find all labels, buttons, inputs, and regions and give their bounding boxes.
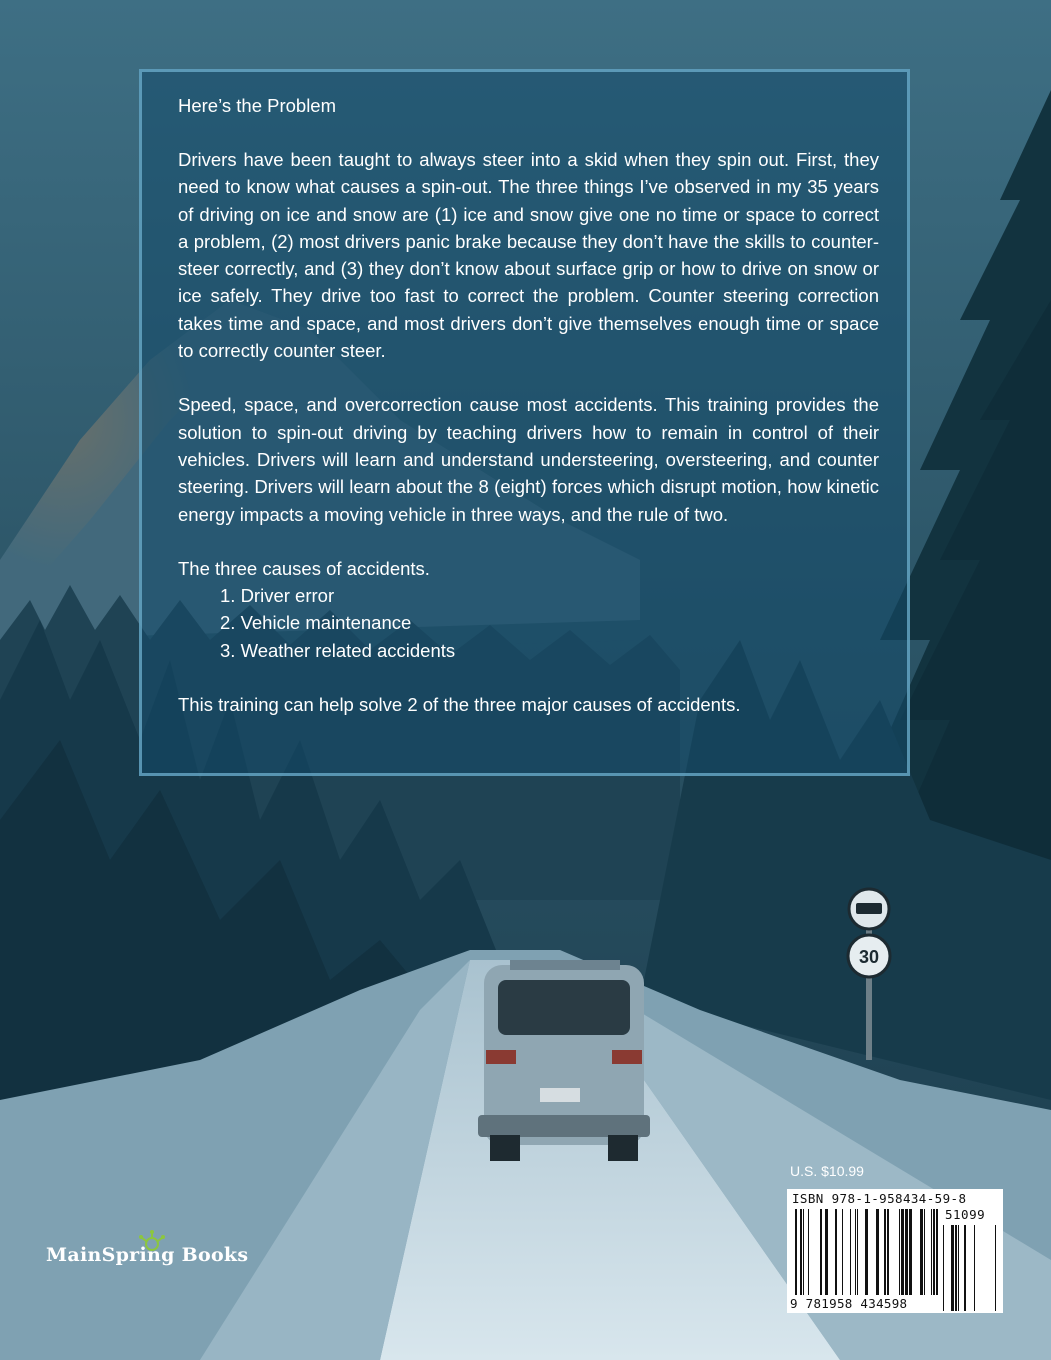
barcode-bar	[909, 1209, 912, 1295]
barcode-bar	[850, 1209, 851, 1295]
causes-intro: The three causes of accidents.	[178, 557, 430, 579]
causes-list	[178, 582, 879, 664]
barcode-bar	[855, 1209, 856, 1295]
price-addon-code: 51099	[945, 1207, 986, 1222]
isbn-barcode	[787, 1189, 1003, 1313]
barcode-bar	[835, 1209, 837, 1295]
barcode-bar	[803, 1209, 804, 1295]
barcode-bar	[825, 1209, 828, 1295]
barcode-bar	[964, 1225, 966, 1311]
barcode-bar	[808, 1209, 809, 1295]
barcode-bar	[974, 1225, 975, 1311]
barcode-bar	[887, 1209, 889, 1295]
description-panel	[139, 69, 910, 776]
barcode-bar	[958, 1225, 959, 1311]
barcode-bar	[800, 1209, 802, 1295]
isbn-number: ISBN 978-1-958434-59-8	[792, 1191, 967, 1206]
barcode-bar	[955, 1225, 957, 1311]
paragraph-problem: Drivers have been taught to always steer into a skid when they spin out. First, they need to know what causes a spin-out. The three things I’ve observed in my 35 years of driving on ice and snow are (1) ice and snow give one no time or space to correct a problem, (2) most drivers panic brake because they don’t have the skills to counter-steer correctly, and (3) they don’t know about surface grip or how to drive on snow or ice safely. They drive too fast to correct the problem. Counter steering correction takes time and space, and most drivers don’t give themselves enough time or space to correctly counter steer.	[178, 149, 879, 362]
barcode-bar	[943, 1225, 944, 1311]
barcode-bar	[857, 1209, 858, 1295]
barcode-digits: 9 781958 434598	[790, 1296, 908, 1311]
barcode-bar	[931, 1209, 932, 1295]
barcode-bar	[920, 1209, 923, 1295]
section-heading: Here’s the Problem	[178, 95, 337, 116]
barcode-bar	[901, 1209, 904, 1295]
barcode-bar	[905, 1209, 908, 1295]
barcode-bar	[899, 1209, 900, 1295]
barcode-bar	[820, 1209, 822, 1295]
cause-item: 2. Vehicle maintenance	[220, 612, 412, 634]
barcode-bar	[995, 1225, 996, 1311]
paragraph-solution: Speed, space, and overcorrection cause most accidents. This training provides the solution to spin-out driving by teaching drivers how to remain in control of their vehicles. Drivers will learn and understand understeering, oversteering, and counter steering. Drivers will learn about the 8 (eight) forces which disrupt motion, how kinetic energy impacts a moving vehicle in three ways, and the rule of two.	[178, 394, 879, 525]
speed-limit-sign-text: 30	[858, 947, 880, 967]
publisher-logo: MainSpring Books	[46, 1244, 249, 1266]
barcode-bar	[924, 1209, 925, 1295]
barcode-bar	[842, 1209, 843, 1295]
barcode-bar	[951, 1225, 954, 1311]
van	[478, 960, 650, 1161]
cause-item: 1. Driver error	[220, 585, 335, 607]
price-label: U.S. $10.99	[790, 1163, 864, 1179]
barcode-bar	[795, 1209, 797, 1295]
barcode-bar	[933, 1209, 935, 1295]
barcode-bar	[865, 1209, 868, 1295]
closing-statement: This training can help solve 2 of the three major causes of accidents.	[178, 694, 741, 716]
barcode-bar	[884, 1209, 886, 1295]
cause-item: 3. Weather related accidents	[220, 639, 456, 661]
barcode-bar	[936, 1209, 938, 1295]
barcode-bar	[876, 1209, 879, 1295]
